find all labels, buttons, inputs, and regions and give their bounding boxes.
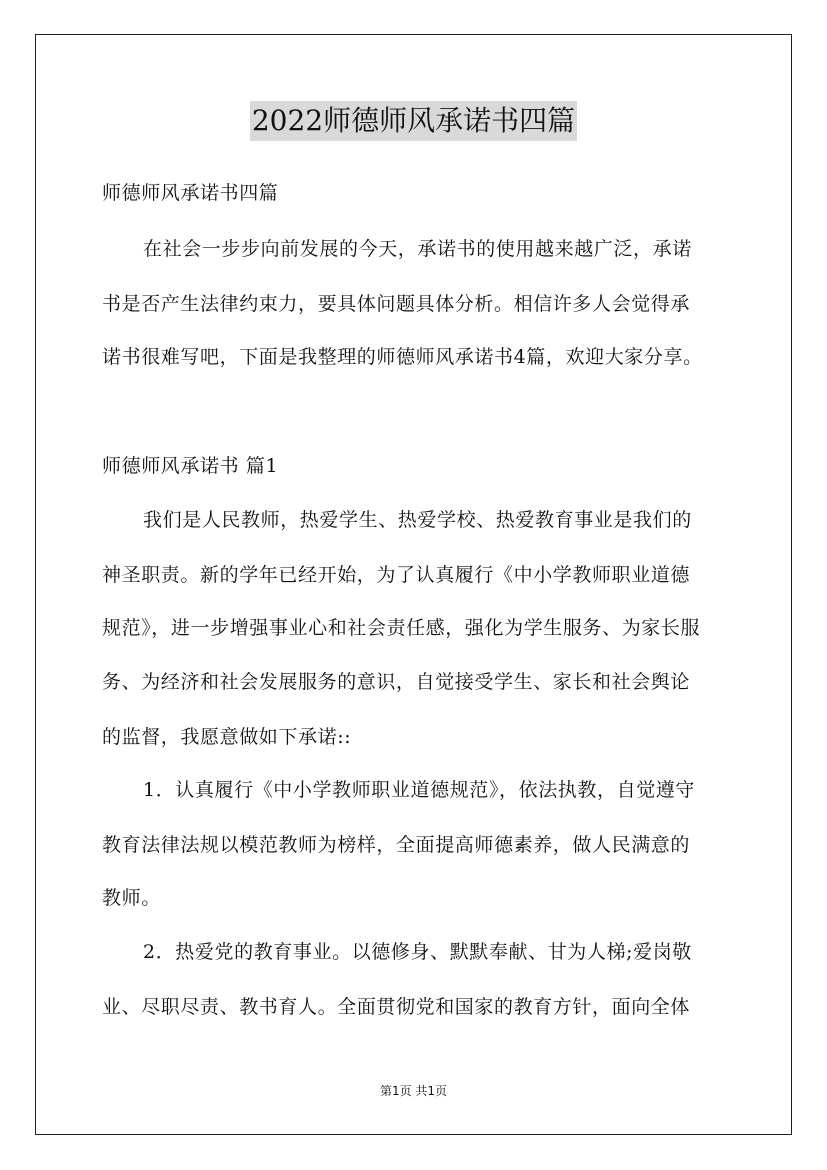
page-footer: 第1页 共1页 — [379, 1084, 448, 1098]
subtitle: 师德师风承诺书四篇 — [102, 182, 279, 204]
paragraph-line: 的监督，我愿意做如下承诺:: — [102, 726, 352, 748]
intro-line: 诺书很难写吧，下面是我整理的师德师风承诺书4篇，欢迎大家分享。 — [102, 346, 703, 368]
list-item-line: 1．认真履行《中小学教师职业道德规范》，依法执教，自觉遵守 — [143, 779, 695, 801]
intro-line: 在社会一步步向前发展的今天，承诺书的使用越来越广泛，承诺 — [143, 238, 692, 260]
paragraph-line: 神圣职责。新的学年已经开始，为了认真履行《中小学教师职业道德 — [102, 564, 691, 586]
paragraph-line: 规范》，进一步增强事业心和社会责任感，强化为学生服务、为家长服 — [102, 617, 701, 639]
list-item-line: 教育法律法规以模范教师为榜样，全面提高师德素养，做人民满意的 — [102, 834, 691, 856]
document-title: 2022师德师风承诺书四篇 — [250, 101, 577, 141]
title-container — [0, 101, 827, 141]
section-heading: 师德师风承诺书 篇1 — [102, 455, 279, 477]
paragraph-line: 我们是人民教师，热爱学生、热爱学校、热爱教育事业是我们的 — [143, 509, 692, 531]
list-item-line: 2．热爱党的教育事业。以德修身、默默奉献、甘为人梯;爱岗敬 — [143, 941, 692, 963]
paragraph-line: 务、为经济和社会发展服务的意识，自觉接受学生、家长和社会舆论 — [102, 671, 691, 693]
list-item-line: 教师。 — [102, 887, 161, 909]
intro-line: 书是否产生法律约束力，要具体问题具体分析。相信许多人会觉得承 — [102, 293, 691, 315]
list-item-line: 业、尽职尽责、教书育人。全面贯彻党和国家的教育方针，面向全体 — [102, 996, 691, 1018]
